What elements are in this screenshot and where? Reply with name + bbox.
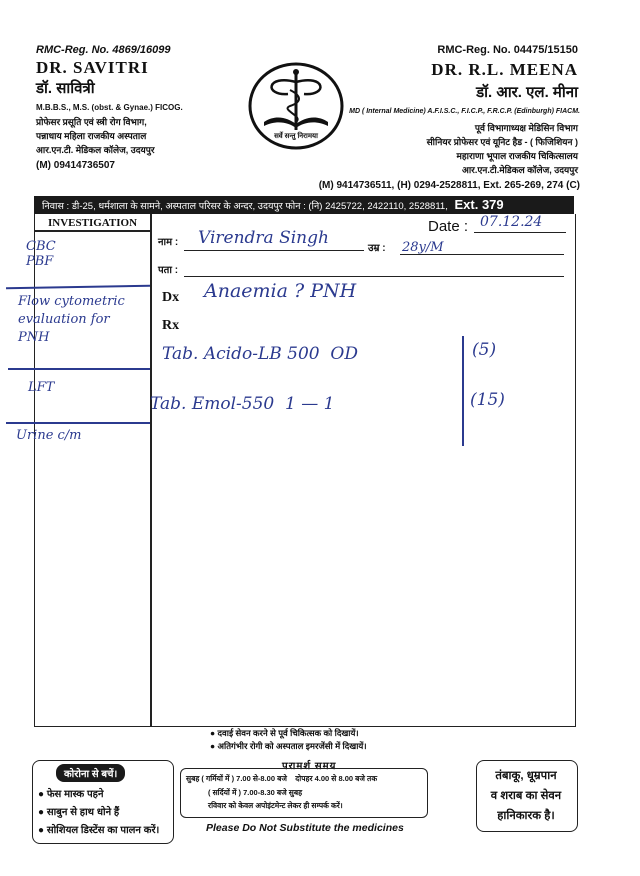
handwritten-diagnosis: Anaemia ? PNH (204, 280, 357, 302)
tobacco-line-1: तंबाकू, धूम्रपान (495, 770, 557, 782)
address-label: पता : (158, 265, 179, 276)
handwritten-inv-urine: Urine c/m (16, 428, 82, 443)
name-label: नाम : (158, 237, 179, 248)
address-text: निवास : डी-25, धर्मशाला के सामने, अस्पताल परिसर के अन्दर, उदयपुर फोन : (नि) 2425722, 2422110, 2528811, (42, 201, 448, 212)
handwritten-inv-cbc: CBC (26, 239, 56, 254)
address-ext: Ext. 379 (454, 197, 504, 212)
corona-item-3: ● सोशियल डिस्टेंस का पालन करें। (38, 825, 160, 836)
age-label: उम्र : (368, 243, 386, 254)
right-reg-no: RMC-Reg. No. 04475/15150 (437, 44, 578, 56)
handwritten-inv-lft: LFT (28, 380, 55, 395)
rx-label: Rx (162, 318, 180, 333)
tobacco-line-2: व शराब का सेवन (490, 790, 562, 802)
handwritten-inv-evaluation: evaluation for (18, 312, 110, 327)
handwritten-patient-name: Virendra Singh (198, 228, 329, 248)
handwritten-bracket-line (462, 336, 464, 446)
left-doctor-degrees: M.B.B.S., M.S. (obst. & Gynae.) FICOG. (36, 103, 183, 112)
dx-label: Dx (162, 290, 180, 305)
left-designation-2: पन्नाधाय महिला राजकीय अस्पताल (36, 131, 147, 141)
investigation-label: INVESTIGATION (48, 217, 138, 229)
right-designation-4: आर.एन.टी.मेडिकल कॉलेज, उदयपुर (461, 165, 578, 175)
address-line (184, 276, 564, 277)
name-line (184, 250, 364, 251)
timing-line-2: ( सर्दियों में ) 7.00-8.30 बजे सुबह (208, 788, 303, 797)
handwritten-rx-2: Tab. Emol-550 1 — 1 (150, 394, 335, 414)
logo-motto: सर्वे सन्तु निरामया (274, 133, 318, 140)
column-divider (150, 214, 152, 726)
right-doctor-degrees: MD ( Internal Medicine) A.F.I.S.C., F.I.C.P., F.R.C.P. (Edinburgh) FIACM. (349, 108, 580, 115)
handwritten-inv-pnh: PNH (18, 330, 50, 345)
left-doctor-name-en: DR. SAVITRI (36, 58, 149, 77)
left-phone: (M) 09414736507 (36, 160, 115, 171)
right-doctor-name-en: DR. R.L. MEENA (431, 60, 578, 79)
timing-line-1: सुबह ( गर्मियों में ) 7.00 से-8.00 बजे दोपहर 4.00 से 8.00 बजे तक (186, 774, 378, 783)
handwritten-rx-2-qty: (15) (470, 390, 505, 410)
left-designation-3: आर.एन.टी. मेडिकल कॉलेज, उदयपुर (36, 145, 155, 155)
timing-line-3: रविवार को केवल अपोइंटमेन्ट लेकर ही सम्पर्क करें। (208, 801, 343, 810)
tobacco-line-3: हानिकारक है। (497, 810, 555, 822)
handwritten-inv-flow: Flow cytometric (18, 294, 125, 309)
caduceus-logo (246, 60, 346, 152)
handwritten-date: 07.12.24 (480, 214, 543, 230)
left-reg-no: RMC-Reg. No. 4869/16099 (36, 44, 171, 56)
investigation-underline (34, 230, 151, 232)
handwritten-divider-3 (6, 422, 150, 424)
corona-item-1: ● फेस मास्क पहने (38, 789, 104, 800)
handwritten-rx-1: Tab. Acido-LB 500 OD (162, 344, 358, 364)
handwritten-rx-1-qty: (5) (472, 340, 497, 360)
right-designation-2: सीनियर प्रोफेसर एवं यूनिट हैड - ( फिजिशियन ) (426, 137, 578, 147)
right-phones: (M) 9414736511, (H) 0294-2528811, Ext. 265-269, 274 (C) (318, 180, 580, 191)
corona-title: कोरोना से बचें। (56, 764, 125, 782)
left-doctor-name-hi: डॉ. सावित्री (36, 80, 95, 97)
handwritten-age: 28y/M (402, 240, 444, 255)
note-1: ● दवाई सेवन करने से पूर्व चिकित्सक को दिखायें। (210, 728, 359, 738)
right-designation-1: पूर्व विभागाध्यक्ष मेडिसिन विभाग (474, 123, 578, 133)
footer-note: Please Do Not Substitute the medicines (206, 822, 404, 834)
left-designation-1: प्रोफेसर प्रसूति एवं स्त्री रोग विभाग, (36, 117, 147, 127)
date-label: Date : (428, 218, 469, 235)
handwritten-divider-2 (8, 368, 150, 370)
date-line (474, 232, 566, 233)
right-doctor-name-hi: डॉ. आर. एल. मीना (476, 84, 578, 101)
note-2: ● अतिगंभीर रोगी को अस्पताल इमरजेंसी में दिखायें। (210, 741, 367, 751)
right-designation-3: महाराणा भूपाल राजकीय चिकित्सालय (456, 151, 578, 161)
handwritten-inv-pbf: PBF (26, 254, 54, 269)
address-bar (34, 196, 574, 214)
timing-title: परामर्श समय (282, 761, 337, 772)
corona-item-2: ● साबुन से हाथ धोने हैं (38, 807, 120, 818)
